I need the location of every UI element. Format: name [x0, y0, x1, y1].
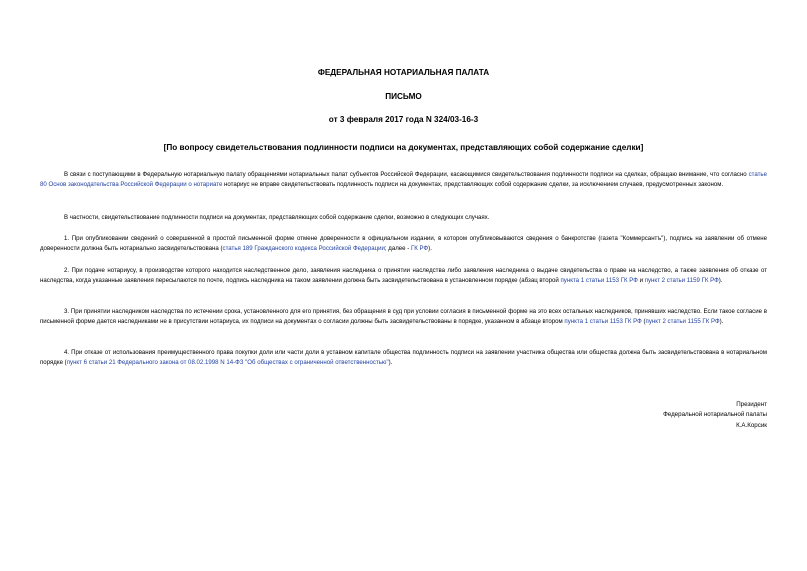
paragraph-case-2: [40, 266, 767, 285]
paragraph-cases-intro: [40, 213, 767, 223]
paragraph-text: 1. При опубликовании сведений о совершенной в простой письменной форме отмене доверенности в официальном издании, в котором опубликовываются сведения о банкротстве (газета "Коммерсантъ"), подпись на заявлении об отмене доверенности должна быть нотариально засвидетельствована (: [40, 235, 767, 252]
law-link[interactable]: статья 189 Гражданского кодекса Российской Федерации: [222, 244, 385, 252]
signature-organization: Федеральной нотариальной палаты: [663, 411, 767, 418]
paragraph-text: ).: [718, 276, 723, 284]
paragraph-text: ; далее -: [384, 244, 411, 252]
subject-heading: [По вопросу свидетельствования подлинности подписи на документах, представляющих собой содержание сделки]: [163, 143, 644, 152]
paragraph-case-1: [40, 234, 767, 253]
paragraph-case-3: [40, 307, 767, 326]
paragraph-text: и: [637, 276, 645, 284]
paragraph-text: В связи с поступающими в Федеральную нотариальную палату обращениями нотариальных палат субъектов Российской Федерации, касающимися свидетельствования подлинности подписи на сделках, обращаю внимание, что согласно: [64, 171, 749, 178]
paragraph-text: нотариус не вправе свидетельствовать подлинность подписи на документах, представляющих собой содержание сделки, за исключением случаев, предусмотренных законом.: [222, 180, 724, 188]
paragraph-intro: [40, 170, 767, 189]
paragraph-text: 2. При подаче нотариусу, в производстве которого находится наследственное дело, заявления наследника о принятии наследства либо заявления наследника о выдаче свидетельства о праве на наследство, а также заявления об отказе от наследства, когда указанные заявления пересылаются по почте, подпись наследника на таком заявлении должна быть засвидетельствована в установленном порядке (абзац второй: [40, 267, 767, 284]
paragraph-text: ).: [719, 317, 724, 325]
law-link[interactable]: статье 80 Основ законодательства Российской Федерации о нотариате: [40, 171, 767, 188]
paragraph-case-4: [40, 348, 767, 367]
paragraph-text: В частности, свидетельствование подлинности подписи на документах, представляющих собой содержание сделки, возможно в следующих случаях.: [64, 214, 490, 221]
law-link[interactable]: пункт 6 статьи 21 Федерального закона от 08.02.1998 N 14-ФЗ "Об обществах с ограниченной ответственностью": [66, 358, 389, 366]
date-number-heading: от 3 февраля 2017 года N 324/03-16-3: [328, 115, 479, 124]
paragraph-text: ).: [388, 358, 393, 366]
law-link[interactable]: пункт 2 статьи 1159 ГК РФ: [644, 276, 719, 284]
law-link[interactable]: пункта 1 статьи 1153 ГК РФ: [564, 317, 642, 325]
paragraph-text: ).: [428, 244, 432, 252]
law-link[interactable]: пункта 1 статьи 1153 ГК РФ: [560, 276, 638, 284]
paragraph-text: (: [641, 317, 646, 325]
signature-name: К.А.Корсик: [736, 422, 767, 429]
paragraph-text: 4. При отказе от использования преимущественного права покупки доли или части доли в уставном капитале общества подлинность подписи на заявлении участника общества или общества должна быть засвидетельствована в нотариальном порядке (: [40, 349, 767, 366]
signature-position: Президент: [736, 401, 767, 408]
organization-heading: ФЕДЕРАЛЬНАЯ НОТАРИАЛЬНАЯ ПАЛАТА: [317, 68, 490, 77]
paragraph-text: 3. При принятии наследником наследства по истечении срока, установленного для его принятия, без обращения в суд при условии согласия в письменной форме на это всех остальных наследников, принявших наследство. Если такое согласие в письменной форме дается наследниками не в присутствии нотариуса, их подписи на документах о согласии должны быть засвидетельствованы в порядке, указанном в абзаце втором: [40, 308, 767, 325]
document-type-heading: ПИСЬМО: [385, 92, 422, 101]
law-link[interactable]: ГК РФ: [411, 244, 429, 252]
law-link[interactable]: пункт 2 статьи 1155 ГК РФ: [645, 317, 720, 325]
